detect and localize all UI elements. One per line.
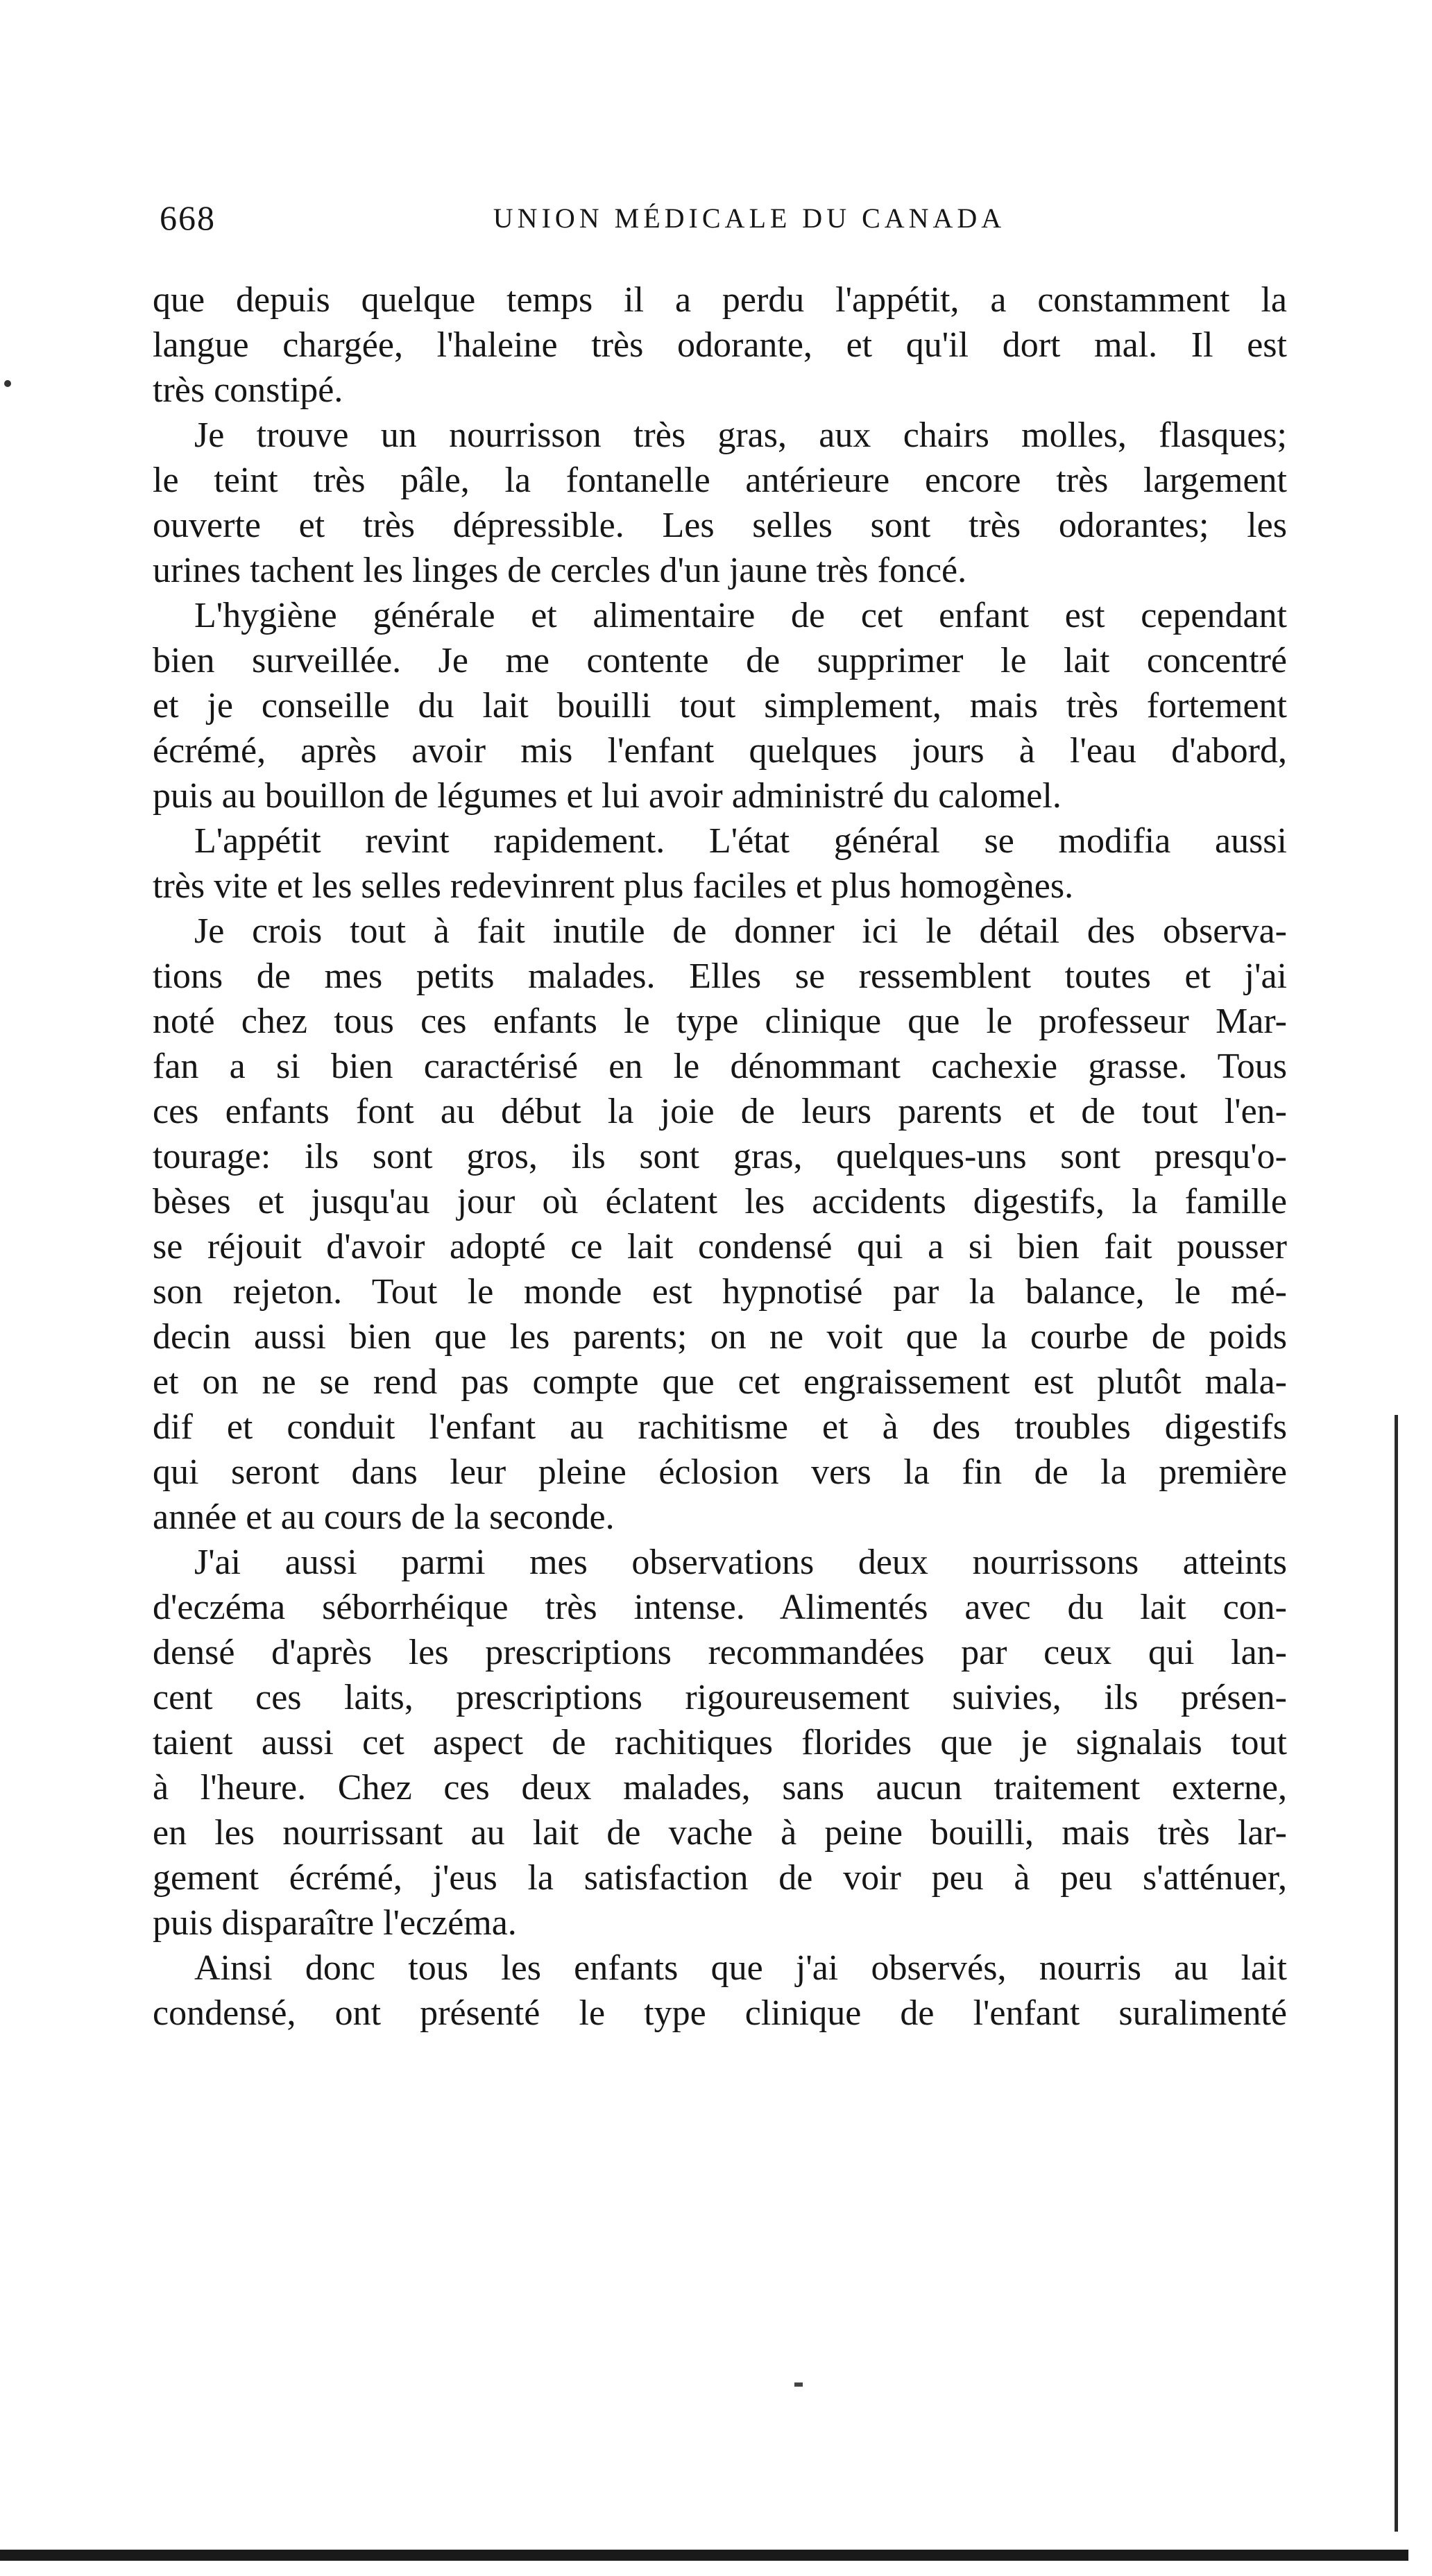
- text-line: que depuis quelque temps il a perdu l'appétit, a constamment la: [153, 280, 1287, 320]
- body-text: [153, 277, 1287, 2036]
- text-line: tions de mes petits malades. Elles se ressemblent toutes et j'ai: [153, 956, 1287, 996]
- text-line: fan a si bien caractérisé en le dénommant cachexie grasse. Tous: [153, 1047, 1287, 1086]
- text-line: urines tachent les linges de cercles d'un jaune très foncé.: [153, 551, 967, 590]
- text-line: dif et conduit l'enfant au rachitisme et à des troubles digestifs: [153, 1407, 1287, 1447]
- text-line: decin aussi bien que les parents; on ne voit que la courbe de poids: [153, 1317, 1287, 1357]
- text-line: noté chez tous ces enfants le type clinique que le professeur Mar-: [153, 1002, 1287, 1041]
- text-line: Je crois tout à fait inutile de donner ici le détail des observa-: [194, 911, 1287, 951]
- text-line: Je trouve un nourrisson très gras, aux chairs molles, flasques;: [194, 415, 1287, 455]
- running-head: UNION MÉDICALE DU CANADA: [493, 203, 1006, 234]
- text-line: écrémé, après avoir mis l'enfant quelques jours à l'eau d'abord,: [153, 731, 1287, 771]
- text-line: année et au cours de la seconde.: [153, 1497, 615, 1537]
- text-line: et on ne se rend pas compte que cet engraissement est plutôt mala-: [153, 1362, 1287, 1402]
- text-line: qui seront dans leur pleine éclosion vers la fin de la première: [153, 1452, 1287, 1492]
- text-line: à l'heure. Chez ces deux malades, sans aucun traitement externe,: [153, 1768, 1287, 1808]
- text-line: en les nourrissant au lait de vache à peine bouilli, mais très lar-: [153, 1813, 1287, 1853]
- text-line: ces enfants font au début la joie de leurs parents et de tout l'en-: [153, 1092, 1287, 1131]
- text-line: L'hygiène générale et alimentaire de cet enfant est cependant: [194, 596, 1287, 635]
- text-line: d'eczéma séborrhéique très intense. Alimentés avec du lait con-: [153, 1588, 1287, 1627]
- text-line: tourage: ils sont gros, ils sont gras, quelques-uns sont presqu'o-: [153, 1137, 1287, 1176]
- binding-shadow: [1395, 1415, 1398, 2532]
- text-line: se réjouit d'avoir adopté ce lait condensé qui a si bien fait pousser: [153, 1227, 1287, 1266]
- text-line: cent ces laits, prescriptions rigoureusement suivies, ils présen-: [153, 1678, 1287, 1717]
- text-line: et je conseille du lait bouilli tout simplement, mais très fortement: [153, 686, 1287, 725]
- text-line: densé d'après les prescriptions recommandées par ceux qui lan-: [153, 1633, 1287, 1672]
- text-line: ouverte et très dépressible. Les selles sont très odorantes; les: [153, 506, 1287, 545]
- page-number: 668: [160, 198, 216, 237]
- text-line: très vite et les selles redevinrent plus faciles et plus homogènes.: [153, 866, 1074, 906]
- text-line: langue chargée, l'haleine très odorante, et qu'il dort mal. Il est: [153, 325, 1287, 365]
- text-line: Ainsi donc tous les enfants que j'ai observés, nourris au lait: [194, 1948, 1287, 1988]
- scan-speck: [794, 2382, 803, 2387]
- text-line: le teint très pâle, la fontanelle antérieure encore très largement: [153, 461, 1287, 500]
- text-line: condensé, ont présenté le type clinique de l'enfant suralimenté: [153, 1993, 1287, 2033]
- page-header: [160, 198, 1297, 246]
- text-line: L'appétit revint rapidement. L'état général se modifia aussi: [194, 821, 1287, 861]
- text-line: gement écrémé, j'eus la satisfaction de voir peu à peu s'atténuer,: [153, 1858, 1287, 1898]
- text-line: taient aussi cet aspect de rachitiques florides que je signalais tout: [153, 1723, 1287, 1762]
- text-line: puis disparaître l'eczéma.: [153, 1903, 517, 1943]
- page-edge-bar: [0, 2550, 1408, 2561]
- text-line: très constipé.: [153, 370, 343, 410]
- margin-speck: [4, 380, 11, 387]
- text-line: bèses et jusqu'au jour où éclatent les accidents digestifs, la famille: [153, 1182, 1287, 1221]
- text-line: bien surveillée. Je me contente de supprimer le lait concentré: [153, 641, 1287, 680]
- text-line: son rejeton. Tout le monde est hypnotisé par la balance, le mé-: [153, 1272, 1287, 1312]
- text-line: J'ai aussi parmi mes observations deux nourrissons atteints: [194, 1543, 1287, 1582]
- text-line: puis au bouillon de légumes et lui avoir administré du calomel.: [153, 776, 1062, 816]
